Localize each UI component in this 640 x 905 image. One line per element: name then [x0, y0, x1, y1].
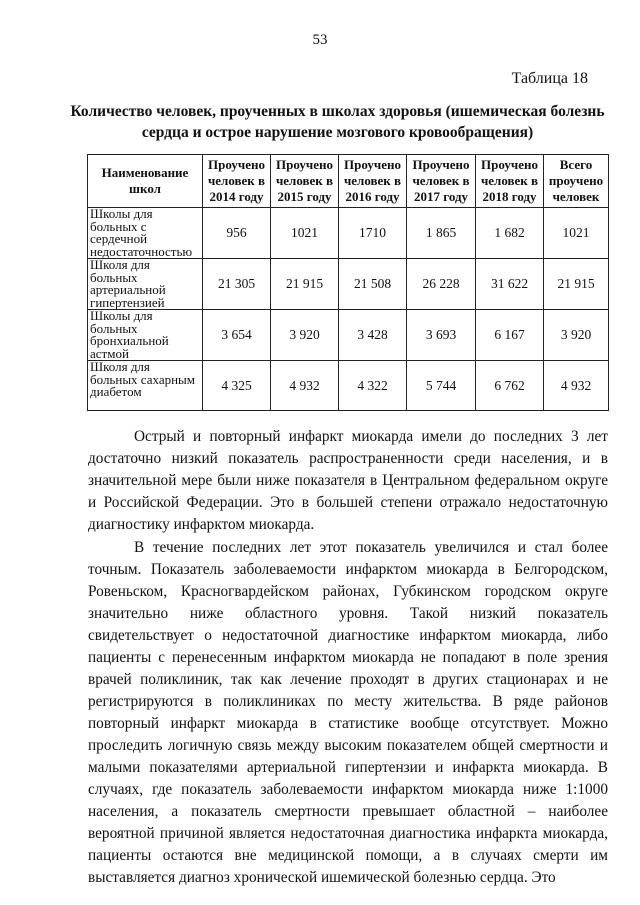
cell-2015: 3 920 [271, 310, 339, 361]
header-2015: Проучено человек в 2015 году [271, 155, 339, 208]
training-table [87, 154, 609, 411]
table-row [88, 259, 609, 310]
cell-total: 4 932 [544, 361, 609, 411]
row-name: Школя для больных сахарным диабетом [88, 361, 203, 411]
body-text [88, 426, 608, 889]
cell-2018: 6 762 [476, 361, 544, 411]
table-title: Количество человек, проученных в школах здоровья (ишемическая болезнь сердца и острое нарушение мозгового кровообращения) [70, 103, 605, 141]
header-2014: Проучено человек в 2014 году [203, 155, 271, 208]
cell-2017: 1 865 [407, 208, 476, 259]
table-label: Таблица 18 [511, 70, 588, 87]
table-header-row [88, 155, 609, 208]
table-row [88, 361, 609, 411]
cell-2014: 956 [203, 208, 271, 259]
cell-2017: 3 693 [407, 310, 476, 361]
paragraph: В течение последних лет этот показатель увеличился и стал более точным. Показатель заболеваемости инфарктом миокарда в Белгородском, Ровеньском, Красногвардейском районах, Губкинском городском округе значительно ниже областного уровня. Такой низкий показатель свидетельствует о недостаточной диагностике инфарктом миокарда, либо пациенты с перенесенным инфарктом миокарда не попадают в поле зрения врачей поликлиник, так как лечение проходят в других стационарах и не регистрируются в поликлиниках по месту жительства. В ряде районов повторный инфаркт миокарда в статистике вообще отсутствует. Можно проследить логичную связь между высоким показателем общей смертности и малыми показателями артериальной гипертензии и инфаркта миокарда. В случаях, где показатель заболеваемости инфарктом миокарда ниже 1:1000 населения, а показатель смертности превышает областной – наиболее вероятной причиной является недостаточная диагностика инфаркта миокарда, пациенты остаются вне медицинской помощи, а в случаях смерти им выставляется диагноз хронической ишемической болезнью сердца. Это [88, 539, 608, 886]
cell-total: 21 915 [544, 259, 609, 310]
cell-total: 1021 [544, 208, 609, 259]
row-name: Школы для больных с сердечной недостаточностью [88, 208, 203, 259]
row-name: Школы для больных бронхиальной астмой [88, 310, 203, 361]
cell-2016: 3 428 [339, 310, 407, 361]
paragraph: Острый и повторный инфаркт миокарда имели до последних 3 лет достаточно низкий показатель распространенности среди населения, и в значительной мере были ниже показателя в Центральном федеральном округе и Российской Федерации. Это в большей степени отражало недостаточную диагностику инфарктом миокарда. [88, 428, 608, 533]
header-2017: Проучено человек в 2017 году [407, 155, 476, 208]
cell-2018: 1 682 [476, 208, 544, 259]
cell-2017: 5 744 [407, 361, 476, 411]
cell-2016: 1710 [339, 208, 407, 259]
cell-2015: 1021 [271, 208, 339, 259]
page-number: 53 [312, 32, 328, 48]
cell-2016: 4 322 [339, 361, 407, 411]
cell-total: 3 920 [544, 310, 609, 361]
header-2018: Проучено человек в 2018 году [476, 155, 544, 208]
row-name: Школя для больных артериальной гипертензией [88, 259, 203, 310]
cell-2016: 21 508 [339, 259, 407, 310]
cell-2014: 3 654 [203, 310, 271, 361]
table-row [88, 208, 609, 259]
cell-2014: 4 325 [203, 361, 271, 411]
table-row [88, 310, 609, 361]
cell-2018: 31 622 [476, 259, 544, 310]
cell-2014: 21 305 [203, 259, 271, 310]
cell-2015: 4 932 [271, 361, 339, 411]
cell-2015: 21 915 [271, 259, 339, 310]
header-school-name: Наименование школ [88, 155, 203, 208]
cell-2018: 6 167 [476, 310, 544, 361]
cell-2017: 26 228 [407, 259, 476, 310]
header-total: Всего проучено человек [544, 155, 609, 208]
header-2016: Проучено человек в 2016 году [339, 155, 407, 208]
